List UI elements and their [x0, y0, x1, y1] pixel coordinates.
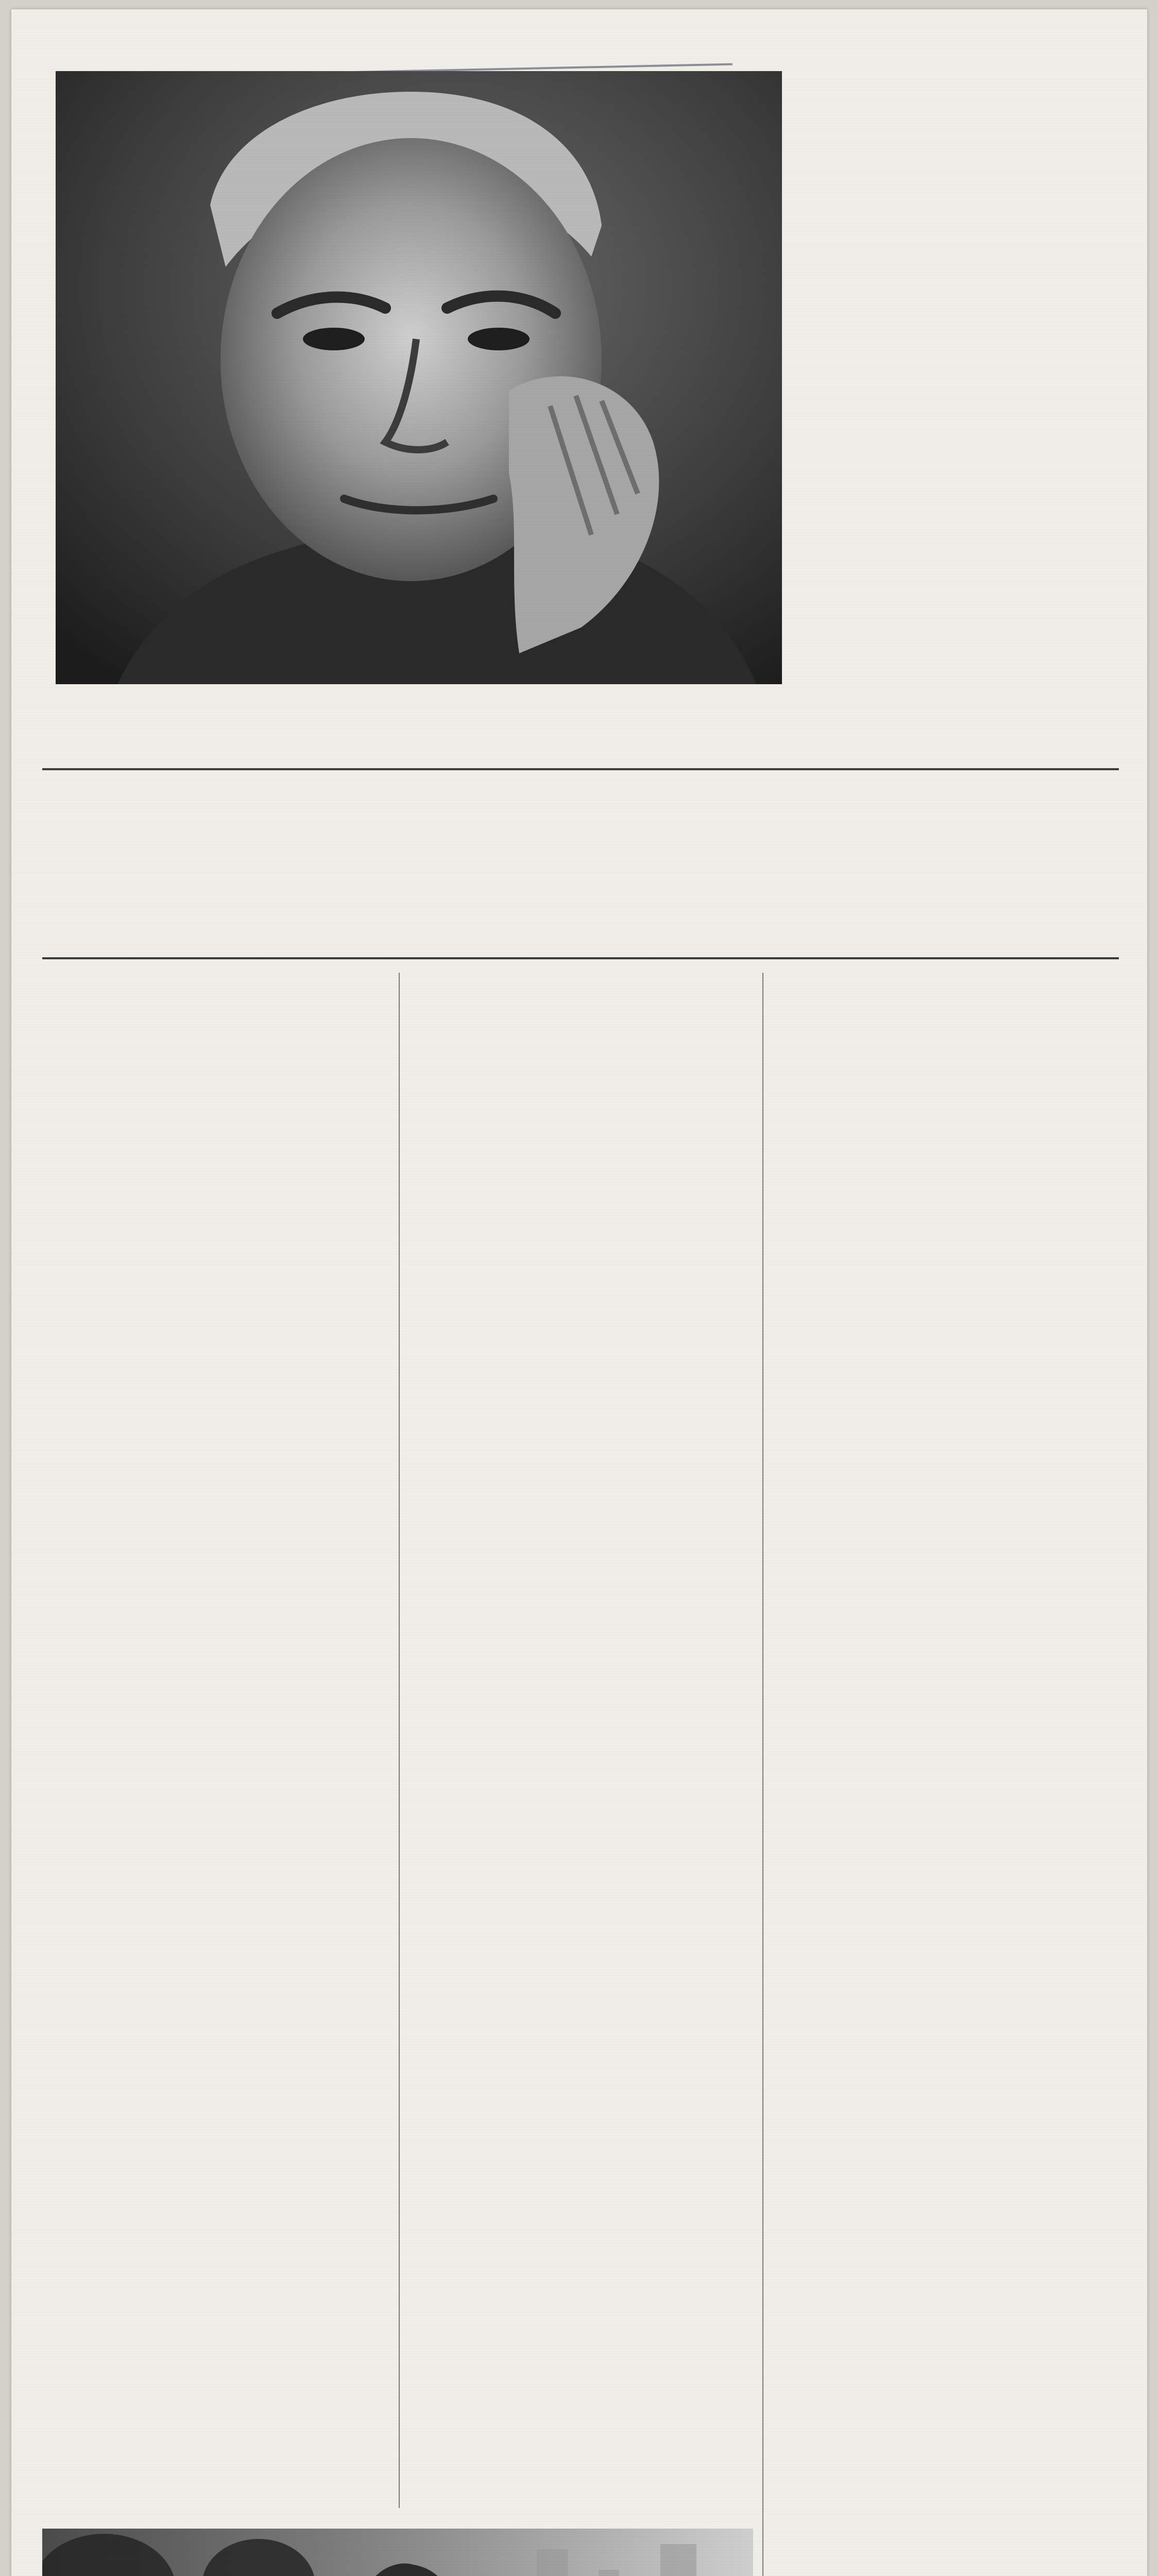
film-still-photo — [42, 2529, 753, 2576]
column-divider — [399, 973, 400, 2508]
film-still-illustration — [42, 2529, 753, 2576]
headline-rule-bottom — [42, 957, 1119, 959]
column-divider — [762, 973, 763, 2576]
newspaper-clipping — [11, 9, 1147, 2576]
portrait-photo — [56, 71, 782, 684]
headline-rule-top — [42, 768, 1119, 770]
portrait-illustration — [56, 71, 782, 684]
headline — [58, 782, 1092, 952]
